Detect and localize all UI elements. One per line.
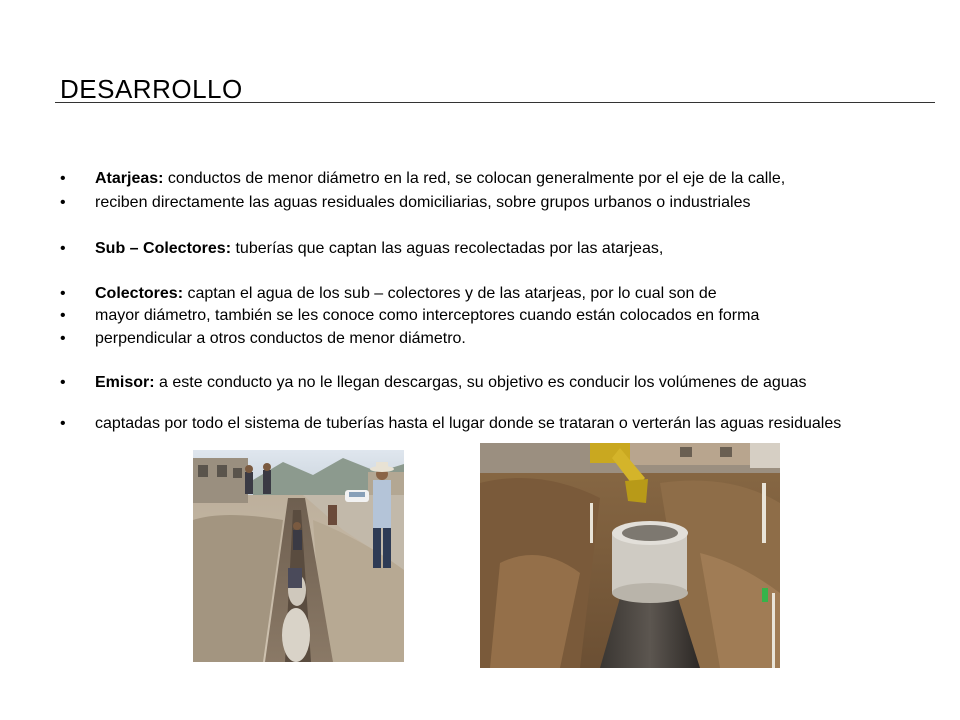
bullet-dot-icon: • xyxy=(60,374,66,391)
bullet-term: Colectores: xyxy=(95,285,184,302)
bullet-dot-icon: • xyxy=(60,415,66,432)
bullet-dot-icon: • xyxy=(60,194,66,211)
bullet-item xyxy=(60,307,920,324)
bullet-dot-icon: • xyxy=(60,307,66,324)
bullet-text: captan el agua de los sub – colectores y de las atarjeas, por lo cual son de xyxy=(183,285,717,302)
bullet-dot-icon: • xyxy=(60,170,66,187)
pipe-photo-icon xyxy=(480,443,780,668)
bullet-text: tuberías que captan las aguas recolectadas por las atarjeas, xyxy=(231,240,664,257)
trench-workers-photo xyxy=(193,450,404,662)
bullet-dot-icon: • xyxy=(60,285,66,302)
bullet-dot-icon: • xyxy=(60,240,66,257)
slide-title: DESARROLLO xyxy=(60,74,243,104)
bullet-text: captadas por todo el sistema de tuberías hasta el lugar donde se trataran o verterán las aguas residuales xyxy=(95,415,842,432)
bullet-item xyxy=(60,170,920,187)
bullet-text: mayor diámetro, también se les conoce como interceptores cuando están colocados en forma xyxy=(95,307,760,324)
bullet-item xyxy=(60,240,920,257)
bullet-text: conductos de menor diámetro en la red, se colocan generalmente por el eje de la calle, xyxy=(163,170,786,187)
bullet-item xyxy=(60,415,920,432)
bullet-text: perpendicular a otros conductos de menor diámetro. xyxy=(95,330,466,347)
bullet-text: reciben directamente las aguas residuales domiciliarias, sobre grupos urbanos o industriales xyxy=(95,194,751,211)
bullet-term: Sub – Colectores: xyxy=(95,240,232,257)
bullet-term: Emisor: xyxy=(95,374,155,391)
bullet-item xyxy=(60,194,920,211)
bullet-term: Atarjeas: xyxy=(95,170,164,187)
title-divider xyxy=(55,102,935,103)
concrete-pipe-photo xyxy=(480,443,780,668)
trench-photo-icon xyxy=(193,450,404,662)
bullet-item xyxy=(60,285,920,302)
bullet-item xyxy=(60,374,920,391)
bullet-item xyxy=(60,330,920,347)
bullet-dot-icon: • xyxy=(60,330,66,347)
bullet-text: a este conducto ya no le llegan descargas, su objetivo es conducir los volúmenes de aguas xyxy=(154,374,807,391)
